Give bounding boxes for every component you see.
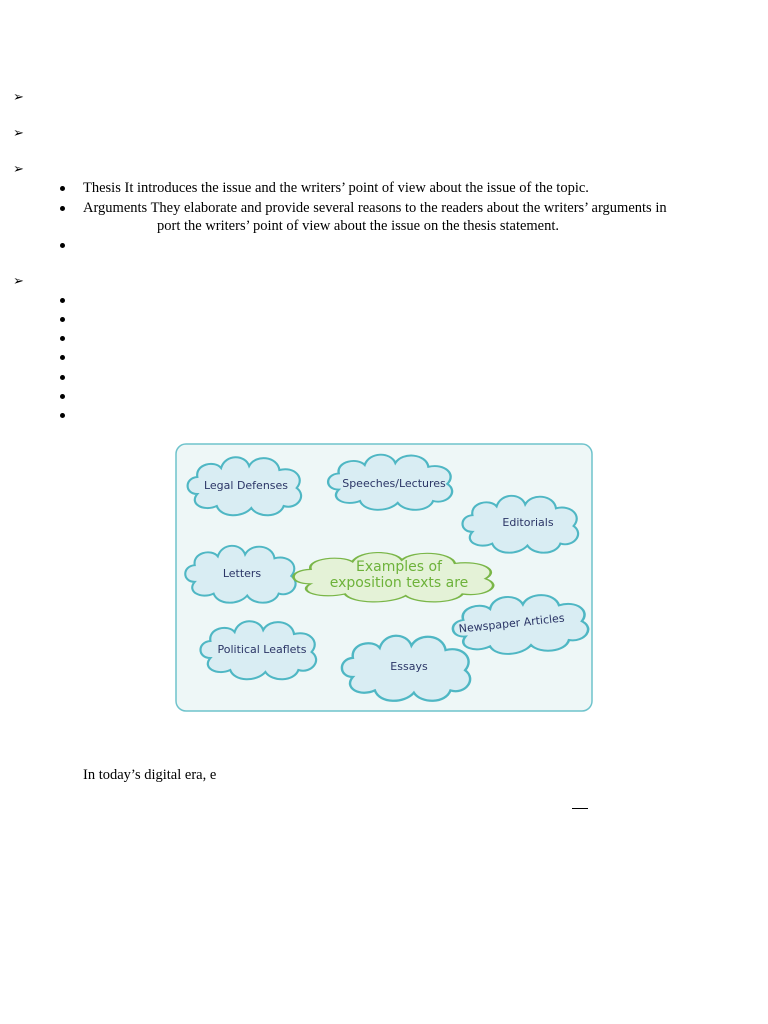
arguments-item xyxy=(83,200,667,217)
bullet-dot-icon xyxy=(60,336,65,341)
cloud-label-essays: Essays xyxy=(390,660,428,673)
thesis-label: Thesis xyxy=(83,180,121,196)
center-label-line1: Examples of xyxy=(356,559,442,575)
arguments-text-line1: They elaborate and provide several reasons to the readers about the writers’ arguments in xyxy=(150,200,667,216)
arrow-bullet-icon: ➢ xyxy=(13,161,24,176)
bullet-dot-icon xyxy=(60,206,65,211)
bullet-dot-icon xyxy=(60,243,65,248)
bullet-dot-icon xyxy=(60,355,65,360)
cloud-label-newspaper-articles: Newspaper Articles xyxy=(458,611,566,636)
arrow-bullet-icon: ➢ xyxy=(13,89,24,104)
arguments-text-line2: port the writers’ point of view about the issue on the thesis statement. xyxy=(157,218,560,234)
cloud-label-political-leaflets: Political Leaflets xyxy=(217,643,307,656)
arrow-bullet-icon: ➢ xyxy=(13,273,24,288)
bullet-dot-icon xyxy=(60,186,65,191)
thesis-item xyxy=(83,180,589,197)
cloud-label-editorials: Editorials xyxy=(502,516,554,529)
cloud-label-legal-defenses: Legal Defenses xyxy=(203,479,289,492)
bullet-dot-icon xyxy=(60,317,65,322)
thesis-text: It introduces the issue and the writers’ point of view about the issue of the topic. xyxy=(124,180,589,196)
bullet-dot-icon xyxy=(60,298,65,303)
cloud-label-letters: Letters xyxy=(222,567,262,580)
cloud-label-speeches-lectures: Speeches/Lectures xyxy=(342,477,446,490)
exposition-examples-diagram xyxy=(173,442,595,714)
bullet-dot-icon xyxy=(60,413,65,418)
bullet-dot-icon xyxy=(60,375,65,380)
arrow-bullet-icon: ➢ xyxy=(13,125,24,140)
paragraph-digital-era: In today’s digital era, e xyxy=(83,767,217,783)
bullet-dot-icon xyxy=(60,394,65,399)
dash-mark xyxy=(572,808,588,809)
center-label-line2: exposition texts are xyxy=(329,575,469,591)
arguments-label: Arguments xyxy=(83,200,148,216)
